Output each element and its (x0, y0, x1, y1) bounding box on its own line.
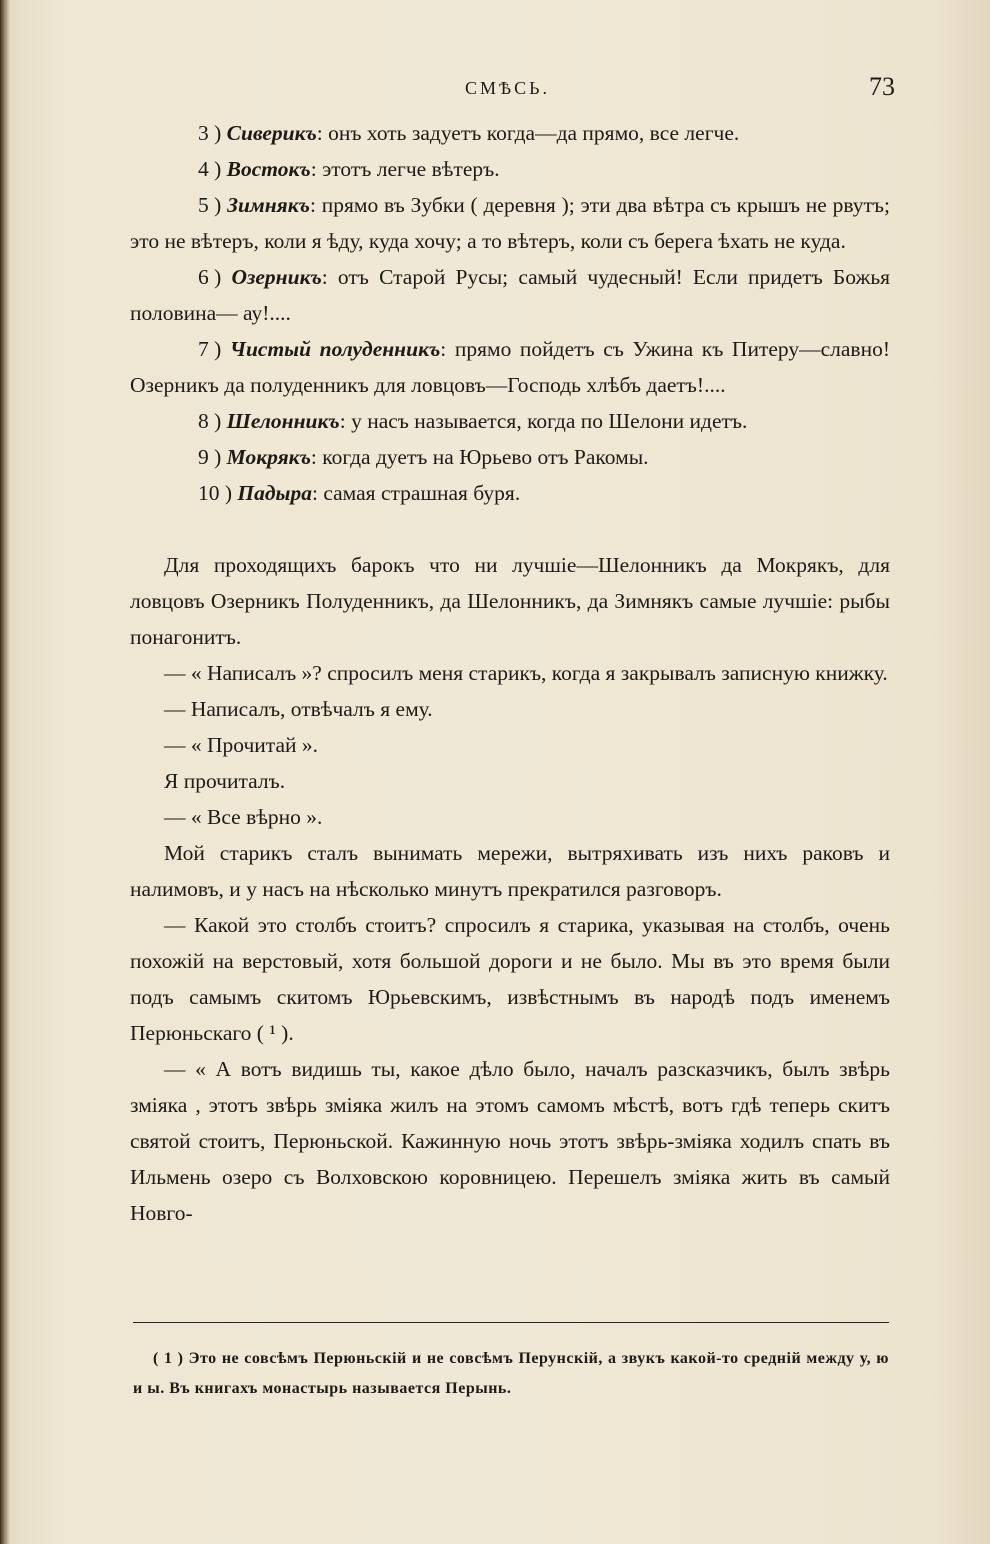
item-number: 7 ) (198, 337, 222, 361)
wind-name: Мокрякъ (226, 445, 311, 469)
wind-item (130, 115, 890, 151)
wind-name: Востокъ (226, 157, 311, 181)
wind-name: Озерникъ (231, 265, 322, 289)
wind-description: : самая страшная буря. (311, 481, 521, 505)
wind-description: : отъ Старой Русы; самый чудесный! Если придетъ Божья половина— ау!.... (130, 265, 891, 325)
wind-description: : прямо въ Зубки ( деревня ); эти два вѣтра съ крышъ не рвутъ; это не вѣтеръ, коли я ѣду, куда хочу; а то вѣтеръ, коли съ берега ѣхать не куда. (130, 193, 891, 253)
dialogue-line: — « Написалъ »? спросилъ меня старикъ, когда я закрывалъ записную книжку. (164, 661, 888, 685)
wind-description: : онъ хоть задуетъ когда—да прямо, все легче. (316, 121, 740, 145)
dialogue-line: — « Все вѣрно ». (164, 805, 323, 829)
wind-name: Зимнякъ (227, 193, 310, 217)
dialogue-line: — Какой это столбъ стоитъ? спросилъ я старика, указывая на столбъ, очень похожій на верстовый, хотя большой дороги и не было. Мы въ это время были подъ самымъ скитомъ Юрьевскимъ, извѣстнымъ въ народѣ подъ именемъ Перюньскаго ( ¹ ). (130, 913, 890, 1045)
body-text (130, 115, 890, 1231)
paragraph: Для проходящихъ барокъ что ни лучшіе—Шелонникъ да Мокрякъ, для ловцовъ Озерникъ Полуденникъ, да Шелонникъ, да Зимнякъ самые лучшіе: рыбы понагонитъ. (130, 553, 890, 649)
wind-description: : этотъ легче вѣтеръ. (310, 157, 500, 181)
wind-item (130, 259, 890, 331)
section-gap (130, 511, 890, 547)
dialogue-line: — « Прочитай ». (164, 733, 318, 757)
item-number: 8 ) (198, 409, 222, 433)
wind-description: : прямо пойдетъ съ Ужина къ Питеру—славно! Озерникъ да полуденникъ для ловцовъ—Господь хлѣбъ даетъ!.... (130, 337, 890, 397)
item-number: 9 ) (198, 445, 222, 469)
wind-item (130, 187, 890, 259)
page-header (120, 72, 895, 112)
running-head: СМѢСЬ. (465, 78, 550, 98)
wind-item (130, 475, 890, 511)
wind-item (130, 439, 890, 475)
wind-description: : когда дуетъ на Юрьево отъ Ракомы. (310, 445, 649, 469)
page-number: 73 (869, 72, 895, 101)
footnote: ( 1 ) Это не совсѣмъ Перюньскій и не совсѣмъ Перунскій, а звукъ какой-то средній между у, ю и ы. Въ книгахъ монастырь называется Перынь. (133, 1350, 889, 1397)
wind-name: Сиверикъ (226, 121, 317, 145)
wind-item (130, 151, 890, 187)
item-number: 10 ) (198, 481, 233, 505)
wind-description: : у насъ называется, когда по Шелони идетъ. (339, 409, 748, 433)
dialogue-line: — « А вотъ видишь ты, какое дѣло было, началъ разсказчикъ, былъ звѣрь зміяка , этотъ звѣрь зміяка жилъ на этомъ самомъ мѣстѣ, вотъ гдѣ теперь скитъ святой стоитъ, Перюньской. Кажинную ночь этотъ звѣрь-зміяка ходилъ спать въ Ильмень озеро съ Волховскою коровницею. Перешелъ зміяка жить въ самый Новго- (130, 1057, 890, 1225)
paragraph: Мой старикъ сталъ вынимать мережи, вытряхивать изъ нихъ раковъ и налимовъ, и у насъ на нѣсколько минутъ прекратился разговоръ. (130, 841, 890, 901)
item-number: 3 ) (198, 121, 222, 145)
wind-name: Шелонникъ (226, 409, 340, 433)
footnote-divider (133, 1322, 889, 1323)
dialogue-line: — Написалъ, отвѣчалъ я ему. (164, 697, 433, 721)
wind-name: Падыра (237, 481, 312, 505)
item-number: 5 ) (198, 193, 222, 217)
wind-name: Чистый полуденникъ (229, 337, 441, 361)
wind-item (130, 403, 890, 439)
item-number: 6 ) (198, 265, 222, 289)
wind-item (130, 331, 890, 403)
page-binding-edge (0, 0, 10, 1544)
item-number: 4 ) (198, 157, 222, 181)
paragraph: Я прочиталъ. (164, 769, 286, 793)
